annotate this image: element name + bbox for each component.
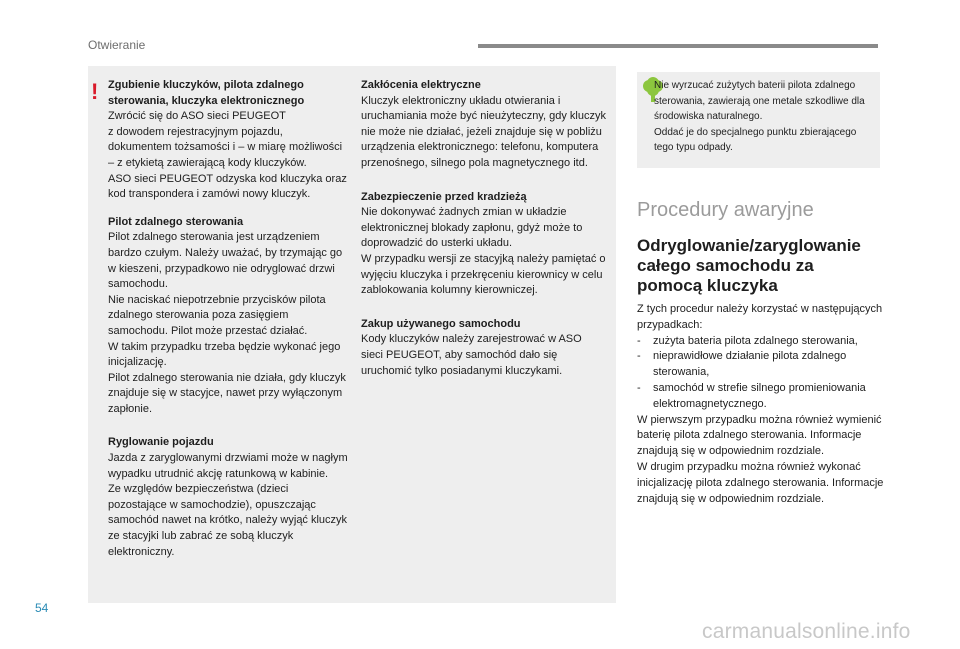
- warning-section-body: Zwrócić się do ASO sieci PEUGEOT z dowodem rejestracyjnym pojazdu, dokumentem tożsamości i – w miarę możliwości – z etykietą zawierającą kody kluczyków. ASO sieci PEUGEOT odzyska kod kluczyka oraz kod transpondera i zamówi nowy kluczyk.: [108, 110, 347, 201]
- exclamation-icon: !: [91, 79, 99, 104]
- list-item-text: zużyta bateria pilota zdalnego sterowania,: [653, 334, 858, 347]
- warning-section-body: Jazda z zaryglowanymi drzwiami może w nagłym wypadku utrudnić akcję ratunkową w kabinie. Ze względów bezpieczeństwa (dzieci pozostające w samochodzie), opuszczając samochód nawet na krótko, należy wyjąć kluczyk ze stacyjki lub zabrać ze sobą kluczyk elektroniczny.: [108, 452, 348, 558]
- list-item: - zużyta bateria pilota zdalnego sterowania,: [637, 334, 858, 347]
- warning-column-2: [361, 78, 606, 391]
- list-item-text: nieprawidłowe działanie pilota zdalnego sterowania,: [653, 350, 847, 379]
- eco-note-text: Nie wyrzucać zużytych baterii pilota zdalnego sterowania, zawierają one metale szkodliwe dla środowiska naturalnego. Oddać je do specjalnego punktu zbierającego tego typu odpady.: [654, 80, 865, 154]
- warning-section-title: Zgubienie kluczyków, pilota zdalnego sterowania, kluczyka elektronicznego: [108, 79, 305, 107]
- list-item: - samochód w strefie silnego promieniowania elektromagnetycznego.: [637, 381, 866, 410]
- page-number: 54: [35, 601, 49, 615]
- warning-section: [108, 215, 348, 418]
- warning-section-title: Zakłócenia elektryczne: [361, 79, 481, 91]
- warning-section: [108, 435, 348, 560]
- warning-section: [361, 190, 606, 299]
- warning-section-body: Kluczyk elektroniczny układu otwierania i uruchamiania może być nieużyteczny, gdy kluczyk nie może nie działać, jeżeli znajduje się w pobliżu urządzenia elektronicznego: telefonu, komputera przenośnego, silnego pola magnetycznego itd.: [361, 94, 606, 169]
- section-title: Otwieranie: [88, 38, 146, 52]
- header-bar: [478, 44, 878, 48]
- procedures-title: Procedury awaryjne: [637, 199, 814, 221]
- warning-section-title: Pilot zdalnego sterowania: [108, 215, 244, 228]
- procedures-paragraph: W pierwszym przypadku można również wymienić baterię pilota zdalnego sterowania. Informacje znajdują się w odpowiednim rozdziale.: [637, 413, 882, 458]
- watermark: carmanualsonline.info: [702, 620, 911, 643]
- warning-section: [361, 317, 606, 379]
- warning-section-title: Zabezpieczenie przed kradzieżą: [361, 190, 527, 203]
- procedures-body: [637, 302, 897, 507]
- warning-section-body: Kody kluczyków należy zarejestrować w ASO sieci PEUGEOT, aby samochód dało się uruchomić tylko posiadanymi kluczykami.: [361, 333, 582, 377]
- warning-section: [108, 78, 348, 203]
- list-item-text: samochód w strefie silnego promieniowania elektromagnetycznego.: [653, 381, 866, 410]
- warning-section-body: Nie dokonywać żadnych zmian w układzie elektronicznej blokady zapłonu, gdyż może to doprowadzić do usterki układu. W przypadku wersji ze stacyjką należy pamiętać o wyjęciu kluczyka i przekręceniu kierownicy w celu zablokowania kolumny kierowniczej.: [361, 206, 606, 297]
- warning-section-body: Pilot zdalnego sterowania jest urządzeniem bardzo czułym. Należy uważać, by trzymając go w kieszeni, przypadkowo nie odryglować drzwi samochodu. Nie naciskać niepotrzebnie przycisków pilota zdalnego sterowania poza zasięgiem samochodu. Pilot może przestać działać. W takim przypadku trzeba będzie wykonać jego inicjalizację. Pilot zdalnego sterowania nie działa, gdy kluczyk znajduje się w stacyjce, nawet przy wyłączonym zapłonie.: [108, 231, 346, 415]
- procedures-paragraph: W drugim przypadku można również wykonać inicjalizację pilota zdalnego sterowania. Informacje znajdują się w odpowiednim rozdziale.: [637, 460, 884, 505]
- procedures-subtitle: Odryglowanie/zaryglowanie całego samochodu za pomocą kluczyka: [637, 236, 861, 295]
- warning-column-1: [108, 78, 348, 572]
- list-item: - nieprawidłowe działanie pilota zdalnego sterowania,: [637, 350, 847, 379]
- warning-section: [361, 78, 606, 172]
- procedures-intro: Z tych procedur należy korzystać w następujących przypadkach:: [637, 303, 883, 331]
- warning-section-title: Zakup używanego samochodu: [361, 317, 521, 330]
- warning-section-title: Ryglowanie pojazdu: [108, 436, 214, 449]
